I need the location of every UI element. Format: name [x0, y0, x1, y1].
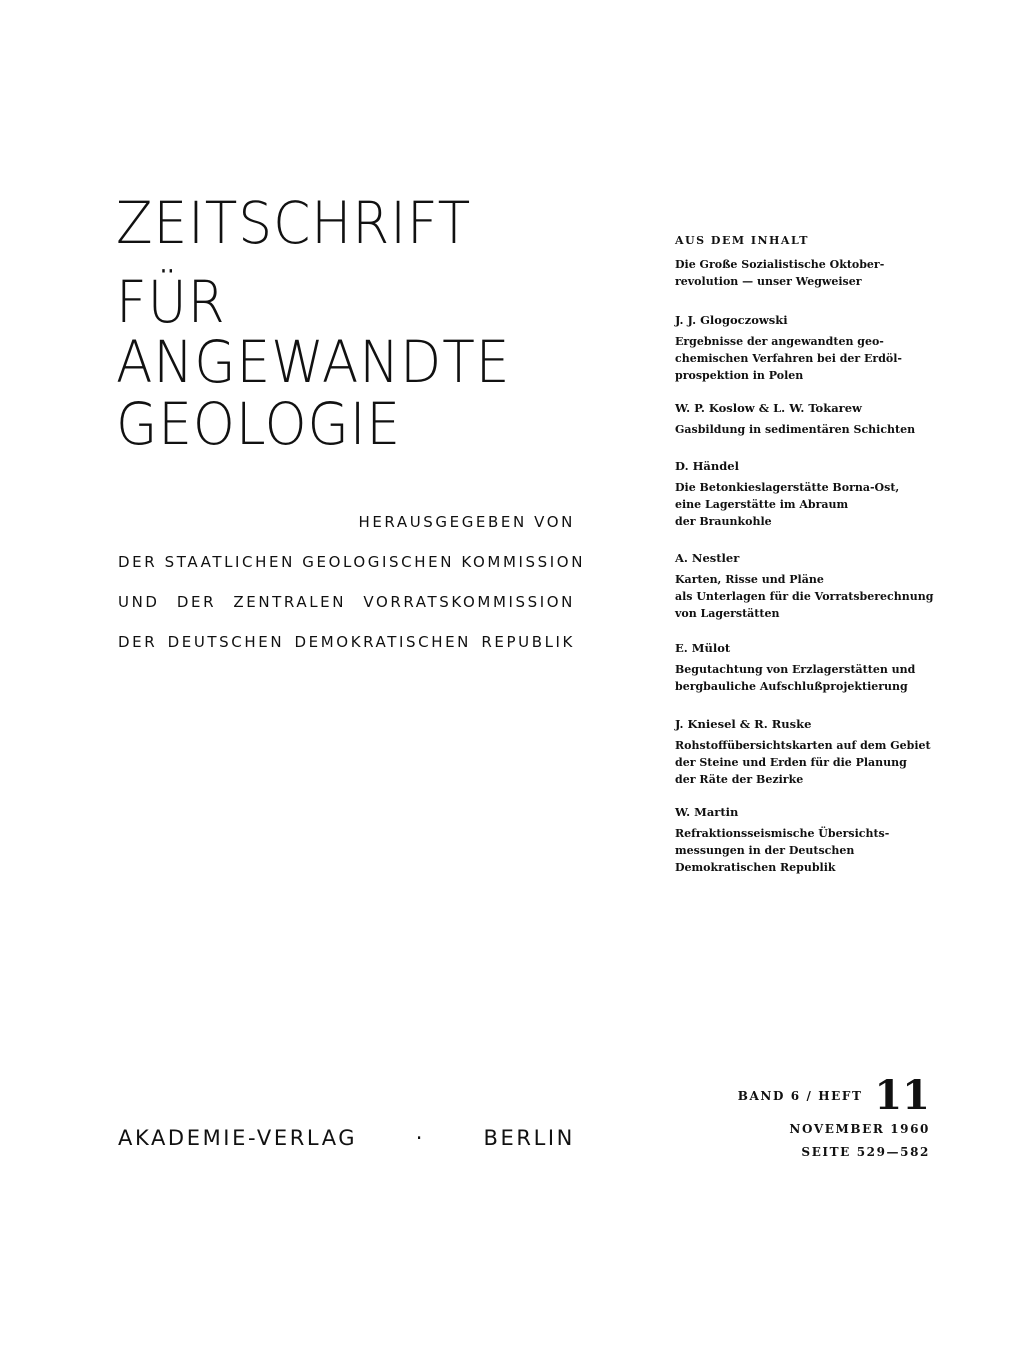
entry-title-line: Die Betonkieslagerstätte Borna-Ost, — [675, 481, 900, 494]
contents-entry — [675, 312, 902, 384]
contents-entry — [675, 458, 899, 530]
entry-author: W. Martin — [675, 805, 739, 819]
entry-title-line: Demokratischen Republik — [675, 861, 836, 874]
publisher-line: UND DER ZENTRALEN VORRATSKOMMISSION — [118, 593, 575, 611]
entry-title-line: Refraktionsseismische Übersichts- — [675, 827, 890, 840]
entry-author: J. J. Glogoczowski — [675, 313, 788, 327]
entry-title-line: chemischen Verfahren bei der Erdöl- — [675, 352, 902, 365]
publisher-heading: HERAUSGEGEBEN VON — [358, 513, 575, 531]
entry-title-line: messungen in der Deutschen — [675, 844, 855, 857]
volume-label: BAND 6 / HEFT — [737, 1089, 863, 1103]
entry-title-line: von Lagerstätten — [675, 607, 780, 620]
entry-title-line: Karten, Risse und Pläne — [675, 573, 824, 586]
entry-title-line: Die Große Sozialistische Oktober- — [675, 258, 885, 271]
entry-title-line: der Räte der Bezirke — [675, 773, 804, 786]
contents-entry — [675, 804, 889, 876]
issue-pages: SEITE 529—582 — [801, 1145, 930, 1159]
entry-author: A. Nestler — [675, 551, 740, 565]
contents-entry — [675, 550, 933, 622]
entry-author: J. Kniesel & R. Ruske — [675, 717, 812, 731]
issue-number: 11 — [874, 1072, 930, 1119]
entry-title-line: der Braunkohle — [675, 515, 772, 528]
contents-heading: AUS DEM INHALT — [675, 234, 809, 247]
publisher-imprint: AKADEMIE-VERLAG · BERLIN — [118, 1126, 575, 1150]
issue-volume — [737, 1072, 930, 1119]
title-line: FÜR — [116, 268, 226, 336]
issue-date: NOVEMBER 1960 — [789, 1122, 930, 1136]
title-line: ZEITSCHRIFT — [116, 189, 472, 257]
table-of-contents — [675, 232, 975, 932]
entry-title-line: Rohstoffübersichtskarten auf dem Gebiet — [675, 739, 931, 752]
contents-entry — [675, 640, 915, 695]
entry-title-line: Ergebnisse der angewandten geo- — [675, 335, 884, 348]
entry-title-line: bergbauliche Aufschlußprojektierung — [675, 680, 908, 693]
publisher-line: DER STAATLICHEN GEOLOGISCHEN KOMMISSION — [118, 553, 586, 571]
entry-title-line: Begutachtung von Erzlagerstätten und — [675, 663, 916, 676]
contents-entry — [675, 256, 884, 290]
entry-title-line: eine Lagerstätte im Abraum — [675, 498, 849, 511]
contents-entry — [675, 716, 931, 788]
entry-title-line: prospektion in Polen — [675, 369, 804, 382]
entry-author: W. P. Koslow & L. W. Tokarew — [675, 401, 862, 415]
entry-title-line: als Unterlagen für die Vorratsberechnung — [675, 590, 934, 603]
contents-entry — [675, 400, 915, 438]
title-line: GEOLOGIE — [116, 390, 402, 458]
entry-title-line: der Steine und Erden für die Planung — [675, 756, 907, 769]
entry-author: D. Händel — [675, 459, 739, 473]
title-line: ANGEWANDTE — [116, 328, 511, 396]
entry-author: E. Mülot — [675, 641, 731, 655]
publisher-line: DER DEUTSCHEN DEMOKRATISCHEN REPUBLIK — [118, 633, 575, 651]
entry-title-line: Gasbildung in sedimentären Schichten — [675, 423, 916, 436]
entry-title-line: revolution — unser Wegweiser — [675, 275, 862, 288]
